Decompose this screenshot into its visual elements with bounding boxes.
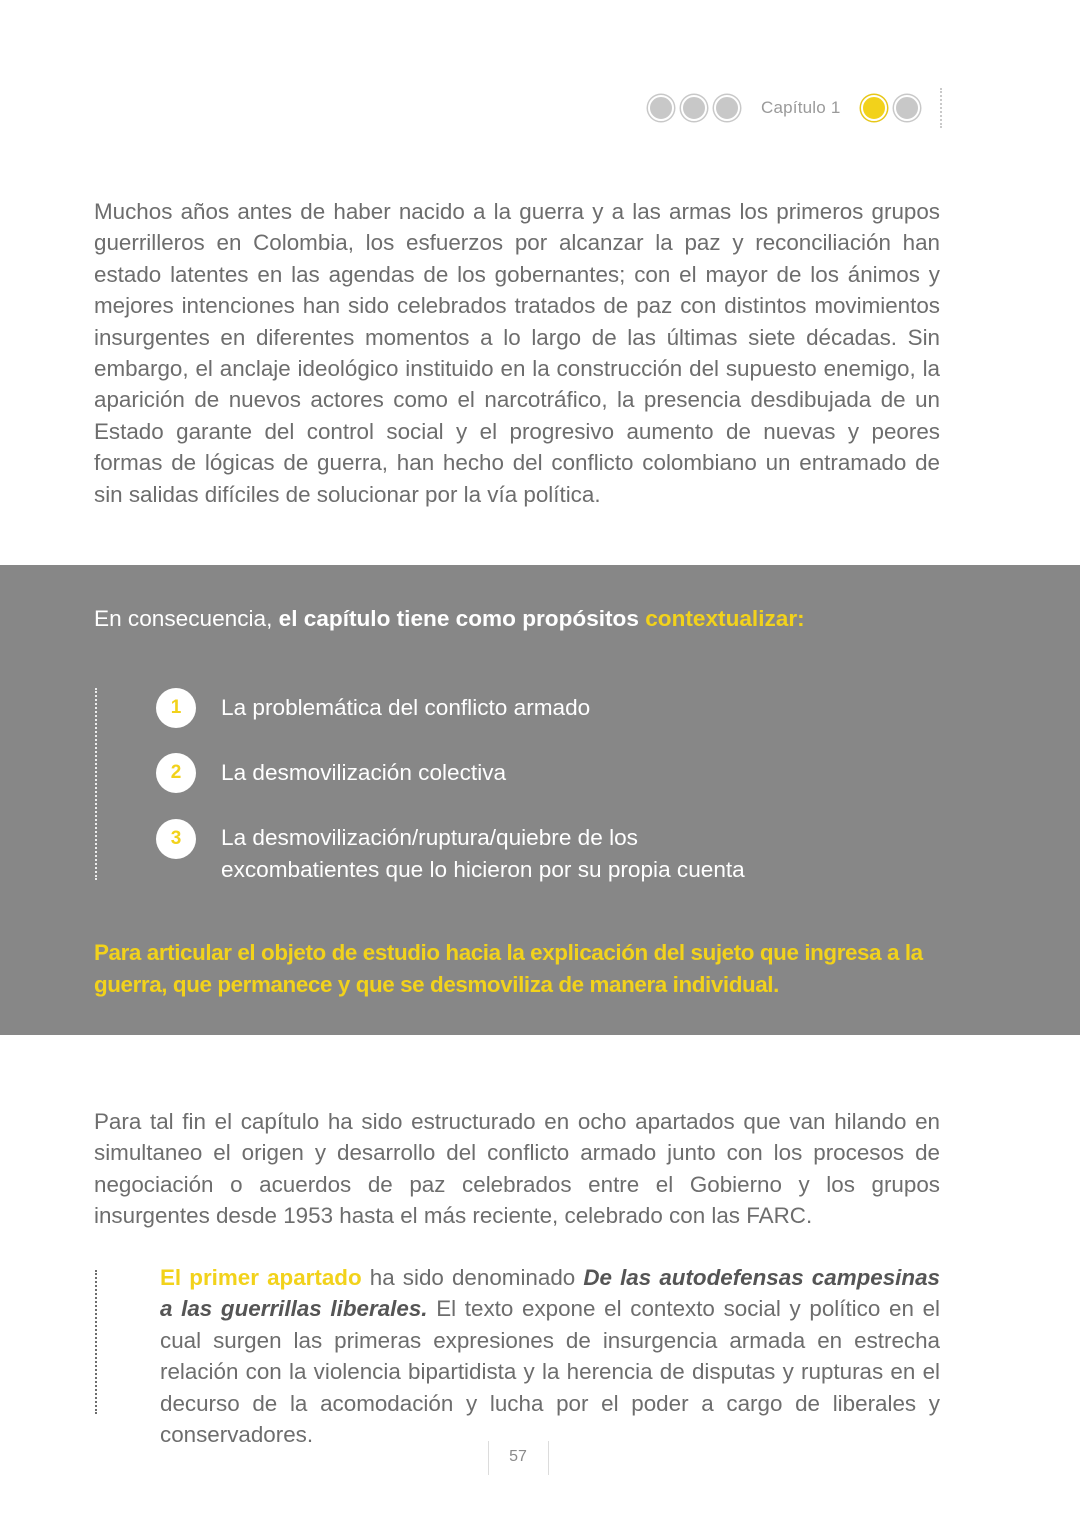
objective-text: La desmovilización/ruptura/quiebre de los excombatientes que lo hicieron por su propia cuenta: [221, 825, 745, 882]
first-section-paragraph: [160, 1262, 940, 1450]
number-badge: 2: [156, 753, 196, 793]
section-highlight: El primer apartado: [160, 1265, 362, 1290]
page-number: 57: [509, 1448, 527, 1465]
objective-text: La problemática del conflicto armado: [221, 695, 591, 720]
number-badge: 3: [156, 819, 196, 859]
chapter-label: Capítulo 1: [761, 98, 841, 117]
intro-highlight: contextualizar:: [645, 606, 805, 631]
section-description: El texto expone el contexto social y político en el cual surgen las primeras expresiones de insurgencia armada en estrecha relación con la violencia bipartidista y la herencia de disputas y rupturas en el decurso de la acomodación y lucha por el poder a cargo de liberales y conservadores.: [160, 1296, 940, 1448]
progress-dot-gray-icon: [681, 95, 707, 121]
intro-paragraph: Muchos años antes de haber nacido a la guerra y a las armas los primeros grupos guerrilleros en Colombia, los esfuerzos por alcanzar la paz y reconciliación han estado latentes en las agendas de los gobernantes; con el mayor de los ánimos y mejores intenciones han sido celebrados tratados de paz con distintos movimientos insurgentes en diferentes momentos a lo largo de las últimas siete décadas. Sin embargo, el anclaje ideológico instituido en la construcción del supuesto enemigo, la aparición de nuevos actores como el narcotráfico, la presencia desdibujada de un Estado garante del control social y el progresivo aumento de nuevas y peores formas de lógicas de guerra, han hecho del conflicto colombiano un entramado de sin salidas difíciles de solucionar por la vía política.: [94, 199, 940, 507]
intro-plain: En consecuencia,: [94, 606, 279, 631]
objective-text: La desmovilización colectiva: [221, 760, 507, 785]
objectives-intro: [94, 606, 805, 632]
chapter-header: [648, 92, 927, 124]
progress-dot-active-icon: [861, 95, 887, 121]
number-badge: 1: [156, 688, 196, 728]
objective-item: [156, 688, 781, 728]
panel-dotted-rule: [95, 688, 97, 880]
footer-divider-right: [548, 1441, 549, 1475]
section-plain: ha sido denominado: [361, 1265, 584, 1290]
section-title: De las autodefensas campesinas a las guerrillas liberales.: [160, 1265, 940, 1322]
structure-paragraph: Para tal fin el capítulo ha sido estructurado en ocho apartados que van hilando en simultaneo el origen y desarrollo del conflicto armado junto con los procesos de negociación o acuerdos de paz celebrados entre el Gobierno y los grupos insurgentes desde 1953 hasta el más reciente, celebrado con las FARC.: [94, 1109, 940, 1229]
intro-bold: el capítulo tiene como propósitos: [278, 606, 646, 631]
header-divider: [940, 88, 942, 128]
progress-dot-gray-icon: [648, 95, 674, 121]
objective-item: [156, 753, 781, 793]
objective-item: [156, 819, 781, 886]
progress-dot-gray-icon: [714, 95, 740, 121]
progress-dot-gray-icon: [894, 95, 920, 121]
objectives-closing: Para articular el objeto de estudio hacia la explicación del sujeto que ingresa a la guerra, que permanece y que se desmoviliza de manera individual.: [94, 940, 923, 997]
section-dotted-rule: [95, 1270, 97, 1414]
